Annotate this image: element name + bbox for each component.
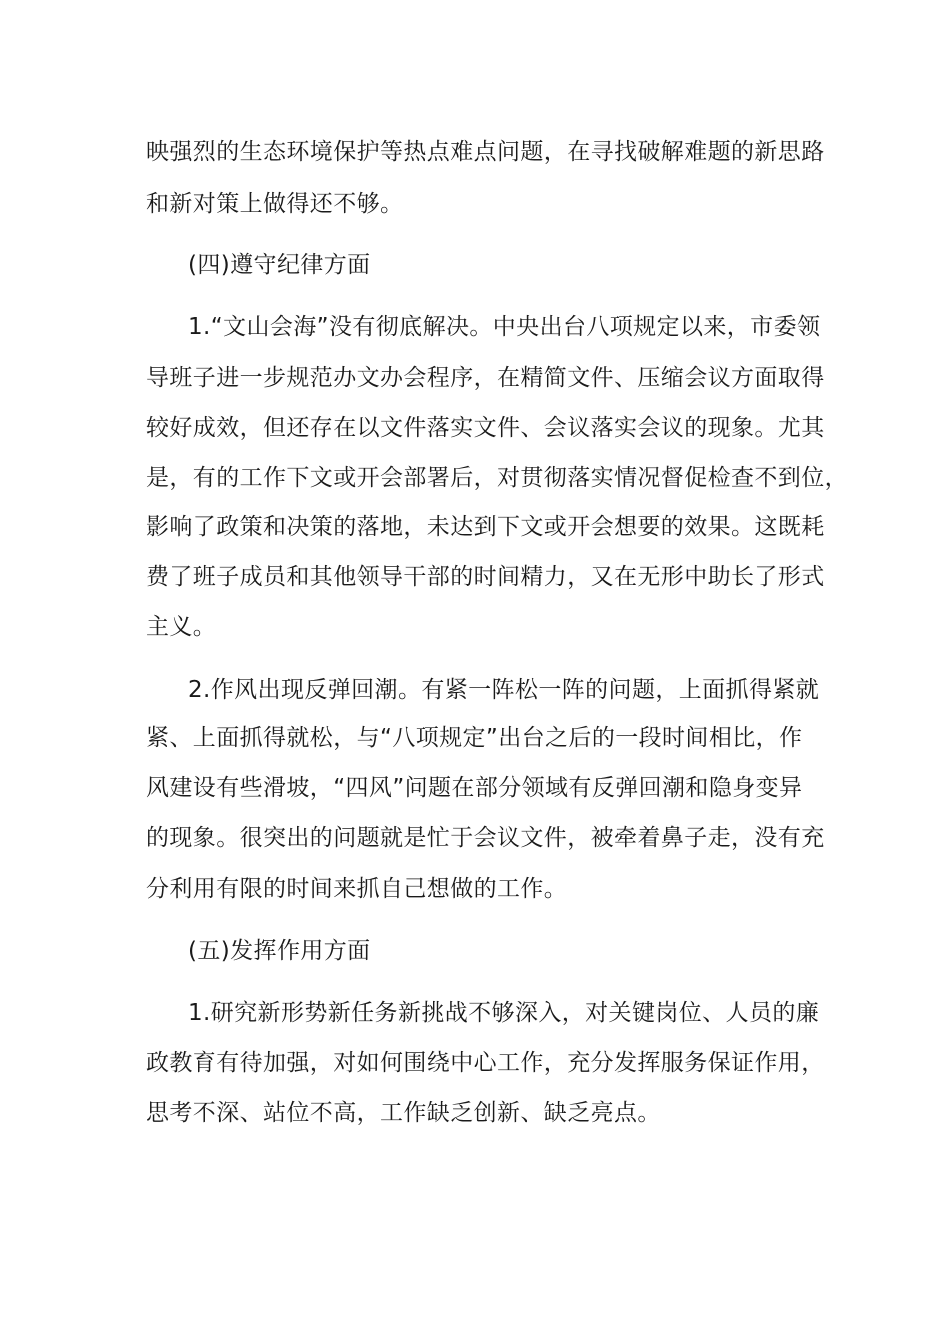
text-line: 1.研究新形势新任务新挑战不够深入，对关键岗位、人员的廉 bbox=[188, 1000, 820, 1026]
text-line: 导班子进一步规范办文办会程序，在精简文件、压缩会议方面取得 bbox=[146, 365, 825, 391]
text-line: 和新对策上做得还不够。 bbox=[146, 191, 404, 217]
text-line: 影响了政策和决策的落地，未达到下文或开会想要的效果。这既耗 bbox=[146, 514, 825, 540]
text-line: 1.“文山会海”没有彻底解决。中央出台八项规定以来，市委领 bbox=[188, 314, 821, 340]
text-line: 分利用有限的时间来抓自己想做的工作。 bbox=[146, 876, 568, 902]
text-line: 风建设有些滑坡，“四风”问题在部分领域有反弹回潮和隐身变异 bbox=[146, 775, 803, 801]
text-line: 是，有的工作下文或开会部署后，对贯彻落实情况督促检查不到位， bbox=[146, 465, 848, 491]
text-line: 紧、上面抓得就松，与“八项规定”出台之后的一段时间相比，作 bbox=[146, 725, 803, 751]
text-line: 2.作风出现反弹回潮。有紧一阵松一阵的问题，上面抓得紧就 bbox=[188, 677, 820, 703]
text-line: 费了班子成员和其他领导干部的时间精力，又在无形中助长了形式 bbox=[146, 564, 825, 590]
text-line: 政教育有待加强，对如何围绕中心工作，充分发挥服务保证作用， bbox=[146, 1050, 825, 1076]
text-line: 的现象。很突出的问题就是忙于会议文件，被牵着鼻子走，没有充 bbox=[146, 825, 825, 851]
text-line: 较好成效，但还存在以文件落实文件、会议落实会议的现象。尤其 bbox=[146, 415, 825, 441]
text-line: 思考不深、站位不高，工作缺乏创新、缺乏亮点。 bbox=[146, 1100, 661, 1126]
heading-text: (五)发挥作用方面 bbox=[188, 938, 371, 964]
text-line: 映强烈的生态环境保护等热点难点问题，在寻找破解难题的新思路 bbox=[146, 139, 825, 165]
heading-text: (四)遵守纪律方面 bbox=[188, 252, 371, 278]
text-line: 主义。 bbox=[146, 614, 217, 640]
